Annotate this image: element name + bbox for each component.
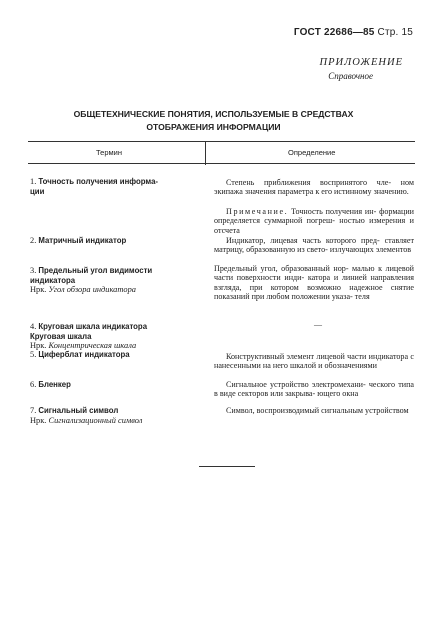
definition-row-5: Конструктивный элемент лицевой части индикатора с нанесенными на него шкалой и обозначениями <box>214 352 414 371</box>
term-number: 6. <box>30 380 37 389</box>
column-header-term: Термин <box>96 148 122 157</box>
term-name: Сигнальный символ <box>38 406 119 415</box>
term-row-5 <box>30 350 202 360</box>
definition-note-row-1 <box>214 207 414 235</box>
definition-row-6: Сигнальное устройство электромехани- ческого типа в виде секторов или закрыва- ющего окна <box>214 380 414 399</box>
standard-number: ГОСТ 22686—85 <box>293 27 375 38</box>
alt-prefix: Нрк. <box>30 341 47 351</box>
term-number: 7. <box>30 406 37 415</box>
section-title-line-2: ОТОБРАЖЕНИЯ ИНФОРМАЦИИ <box>146 122 281 132</box>
definition-row-4-dash: — <box>314 320 322 329</box>
nonrecommended-term: Угол обзора индикатора <box>48 285 136 295</box>
table-header-rule <box>28 163 415 164</box>
definition-row-2: Индикатор, лицевая часть которого пред- ставляет матрицу, образованную из свето- излучающих элементов <box>214 236 414 255</box>
term-row-3 <box>30 266 202 295</box>
term-name: Матричный индикатор <box>38 236 127 245</box>
appendix-subtitle: Справочное <box>328 71 373 81</box>
term-number: 5. <box>30 350 37 359</box>
section-title <box>0 108 427 134</box>
page-header <box>294 27 413 38</box>
term-row-6 <box>30 380 202 390</box>
alt-prefix: Нрк. <box>30 415 47 425</box>
table-column-divider <box>205 141 206 165</box>
term-row-4 <box>30 322 202 351</box>
note-text: Точность получения ин- формации определяется суммарной погреш- ностью измерения и отсчета <box>214 207 414 235</box>
term-name-continued: ции <box>30 186 45 196</box>
note-label: Примечание. <box>226 207 289 216</box>
definition-row-3: Предельный угол, образованный нор- малью к лицевой части поверхности инди- катора и линией направления взгляда, при котором возможно надежное снятие показаний при любом положении указа- теля <box>214 264 414 302</box>
nonrecommended-term: Сигнализационный символ <box>48 415 143 425</box>
term-row-2 <box>30 236 202 246</box>
term-number: 3. <box>30 266 37 275</box>
term-name: Точность получения информа- <box>38 177 159 186</box>
definition-text: Степень приближения воспринятого чле- ном экипажа значения параметра к его истинному значению. <box>214 178 414 197</box>
alt-prefix: Нрк. <box>30 285 47 295</box>
term-name: Циферблат индикатора <box>38 350 130 359</box>
term-name: Предельный угол видимости <box>38 266 153 275</box>
definition-row-7: Символ, воспроизводимый сигнальным устройством <box>226 406 409 415</box>
term-short-name: Круговая шкала <box>30 331 92 341</box>
appendix-title: ПРИЛОЖЕНИЕ <box>319 57 403 68</box>
term-number: 4. <box>30 322 37 331</box>
definition-row-1 <box>214 178 414 197</box>
table-top-rule <box>28 141 415 142</box>
term-name: Круговая шкала индикатора <box>38 322 148 331</box>
term-row-1 <box>30 177 202 196</box>
column-header-definition: Определение <box>288 148 336 157</box>
term-name-continued: индикатора <box>30 275 76 285</box>
term-number: 2. <box>30 236 37 245</box>
nonrecommended-term: Концентрическая шкала <box>48 341 137 351</box>
term-row-7 <box>30 406 202 425</box>
term-name: Бленкер <box>38 380 71 389</box>
closing-rule <box>199 466 255 467</box>
term-number: 1. <box>30 177 37 186</box>
page-number: Стр. 15 <box>377 27 413 38</box>
section-title-line-1: ОБЩЕТЕХНИЧЕСКИЕ ПОНЯТИЯ, ИСПОЛЬЗУЕМЫЕ В СРЕДСТВАХ <box>73 109 354 119</box>
